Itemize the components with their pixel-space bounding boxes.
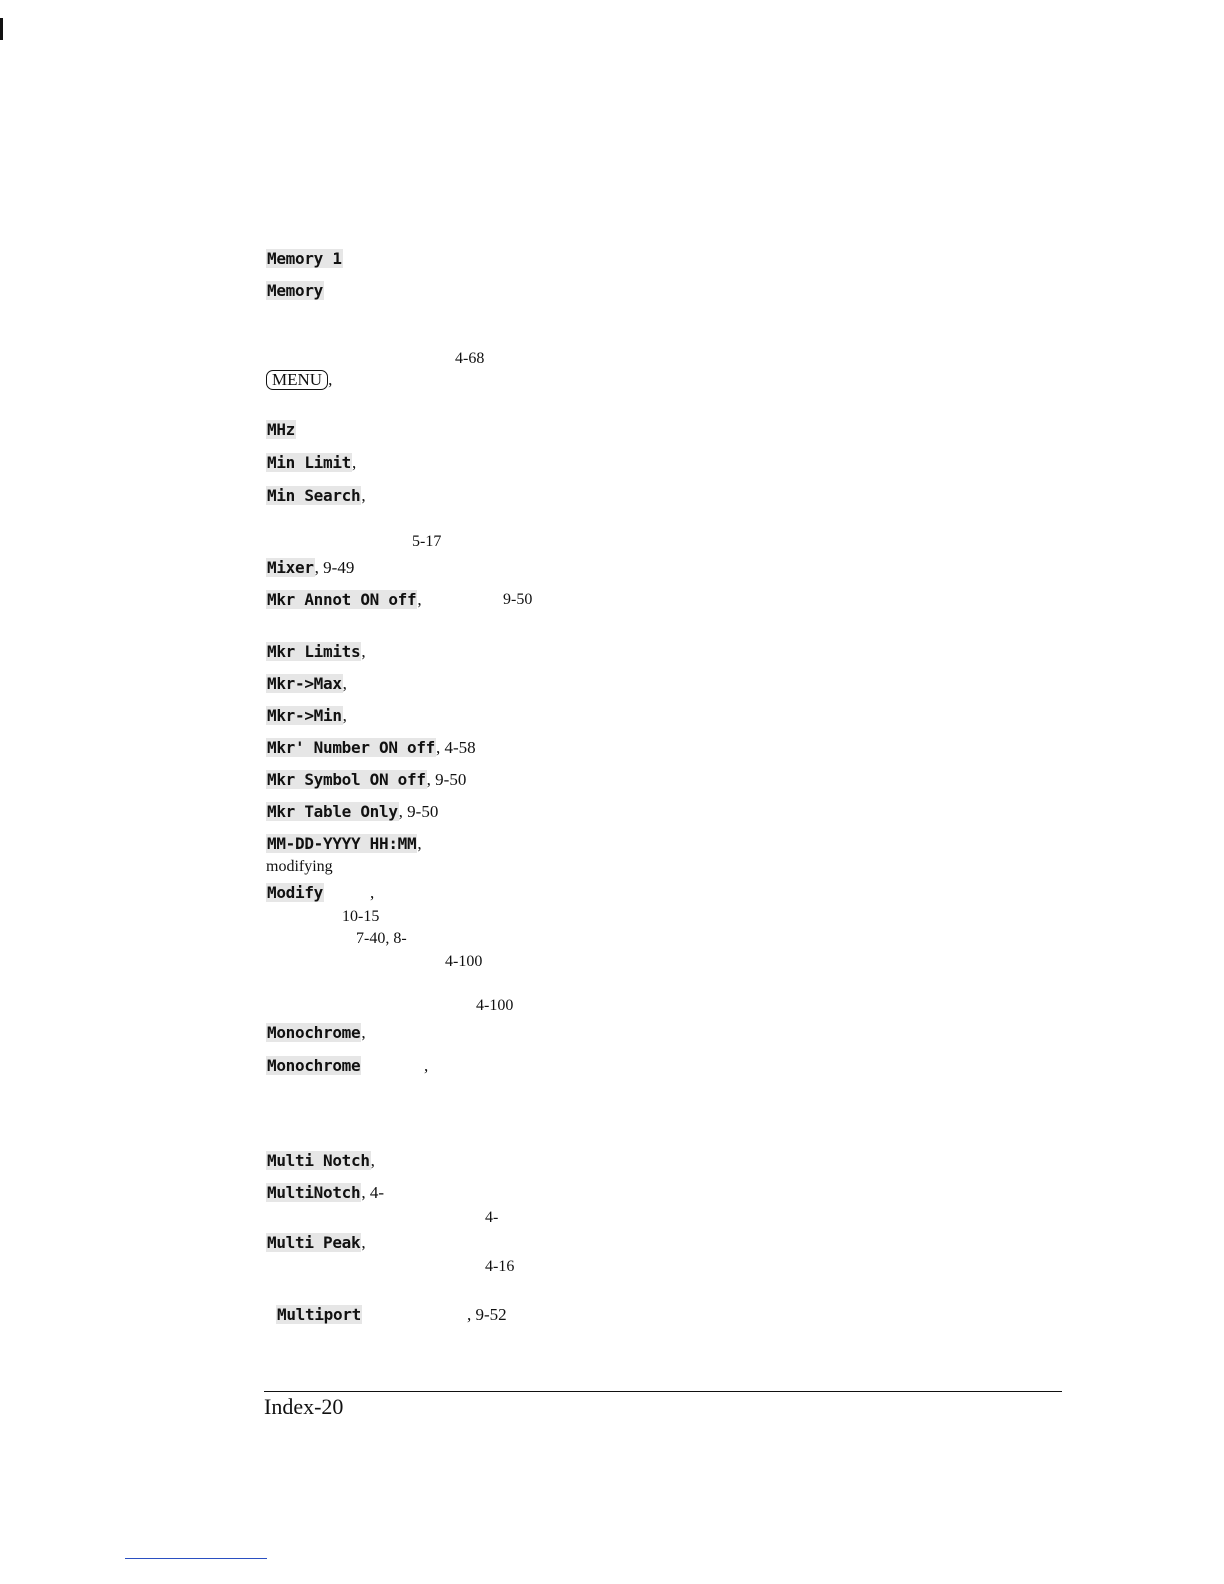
page-number: Index-20	[264, 1394, 344, 1419]
softkey-label: Mkr->Max	[267, 674, 342, 693]
index-entry-mkr-table-only	[266, 802, 438, 822]
entry-suffix: ,	[328, 370, 333, 389]
softkey-label: Memory 1	[267, 249, 342, 268]
page-ref: 4-16	[485, 1258, 515, 1275]
page-ref: 4-100	[445, 953, 483, 970]
softkey-label: MM-DD-YYYY HH:MM	[267, 834, 417, 853]
page-ref: 9-50	[503, 591, 533, 608]
index-entry-mkr-symbol	[266, 770, 466, 790]
softkey-label: Mkr Symbol ON off	[267, 770, 426, 789]
softkey-label: Mkr' Number ON off	[267, 738, 435, 757]
entry-suffix: ,	[361, 1233, 366, 1252]
softkey-label: Modify	[267, 883, 323, 902]
index-entry-memory	[266, 281, 324, 301]
index-entry-menu	[266, 370, 332, 390]
entry-suffix: ,	[361, 642, 366, 661]
entry-suffix: ,	[370, 1151, 375, 1170]
softkey-label: MHz	[267, 420, 295, 439]
index-entry-mhz	[266, 420, 296, 440]
entry-suffix: , 9-50	[398, 802, 439, 821]
hardkey-label: MENU	[266, 370, 328, 390]
margin-mark	[0, 18, 3, 40]
entry-suffix: , 4-58	[436, 738, 476, 757]
index-entry-min-limit	[266, 453, 356, 473]
index-entry-multinotch	[266, 1183, 384, 1203]
softkey-label: Mkr->Min	[267, 706, 342, 725]
index-entry-mixer	[266, 558, 354, 578]
entry-suffix: ,	[352, 453, 357, 472]
softkey-label: Mixer	[267, 558, 314, 577]
index-entry-min-search	[266, 486, 366, 506]
page-ref: 4-	[485, 1209, 499, 1226]
index-entry-memory-1	[266, 249, 343, 269]
index-entry-modify	[266, 883, 324, 903]
entry-suffix: , 9-52	[467, 1305, 507, 1324]
bottom-underline	[125, 1558, 267, 1559]
page-ref: 5-17	[412, 533, 442, 550]
entry-suffix: ,	[370, 883, 375, 902]
softkey-label: Multi Notch	[267, 1151, 370, 1170]
index-entry-monochrome	[266, 1023, 366, 1043]
index-entry-multiport	[276, 1305, 362, 1325]
softkey-label: Min Search	[267, 486, 361, 505]
index-entry-mkr-number	[266, 738, 476, 758]
softkey-label: Mkr Annot ON off	[267, 590, 417, 609]
index-entry-multi-peak	[266, 1233, 366, 1253]
entry-suffix: ,	[417, 590, 422, 609]
index-entry-mm-dd-yyyy	[266, 834, 422, 854]
index-entry-mkr-max	[266, 674, 347, 694]
entry-suffix: ,	[361, 486, 366, 505]
softkey-label: MultiNotch	[267, 1183, 361, 1202]
index-entry-monochrome-2	[266, 1056, 361, 1076]
softkey-label: Mkr Limits	[267, 642, 361, 661]
entry-suffix: ,	[342, 706, 347, 725]
index-entry-mkr-limits	[266, 642, 366, 662]
softkey-label: Multi Peak	[267, 1233, 361, 1252]
index-entry-multi-notch	[266, 1151, 375, 1171]
softkey-label: Monochrome	[267, 1056, 361, 1075]
entry-suffix: , 9-49	[314, 558, 355, 577]
entry-suffix: , 9-50	[426, 770, 467, 789]
index-entry-modifying: modifying	[266, 858, 333, 875]
entry-suffix: ,	[342, 674, 347, 693]
entry-suffix: ,	[424, 1056, 429, 1075]
footer-rule	[264, 1391, 1062, 1392]
entry-suffix: , 4-	[361, 1183, 385, 1202]
softkey-label: Min Limit	[267, 453, 351, 472]
page-ref: 7-40, 8-	[356, 930, 407, 947]
softkey-label: Mkr Table Only	[267, 802, 398, 821]
entry-suffix: ,	[417, 834, 422, 853]
index-entry-mkr-annot	[266, 590, 422, 610]
page-ref: 10-15	[342, 908, 380, 925]
index-entry-mkr-min	[266, 706, 347, 726]
softkey-label: Memory	[267, 281, 323, 300]
page-ref: 4-68	[455, 350, 485, 367]
page-ref: 4-100	[476, 997, 514, 1014]
softkey-label: Multiport	[277, 1305, 361, 1324]
entry-suffix: ,	[361, 1023, 366, 1042]
softkey-label: Monochrome	[267, 1023, 361, 1042]
